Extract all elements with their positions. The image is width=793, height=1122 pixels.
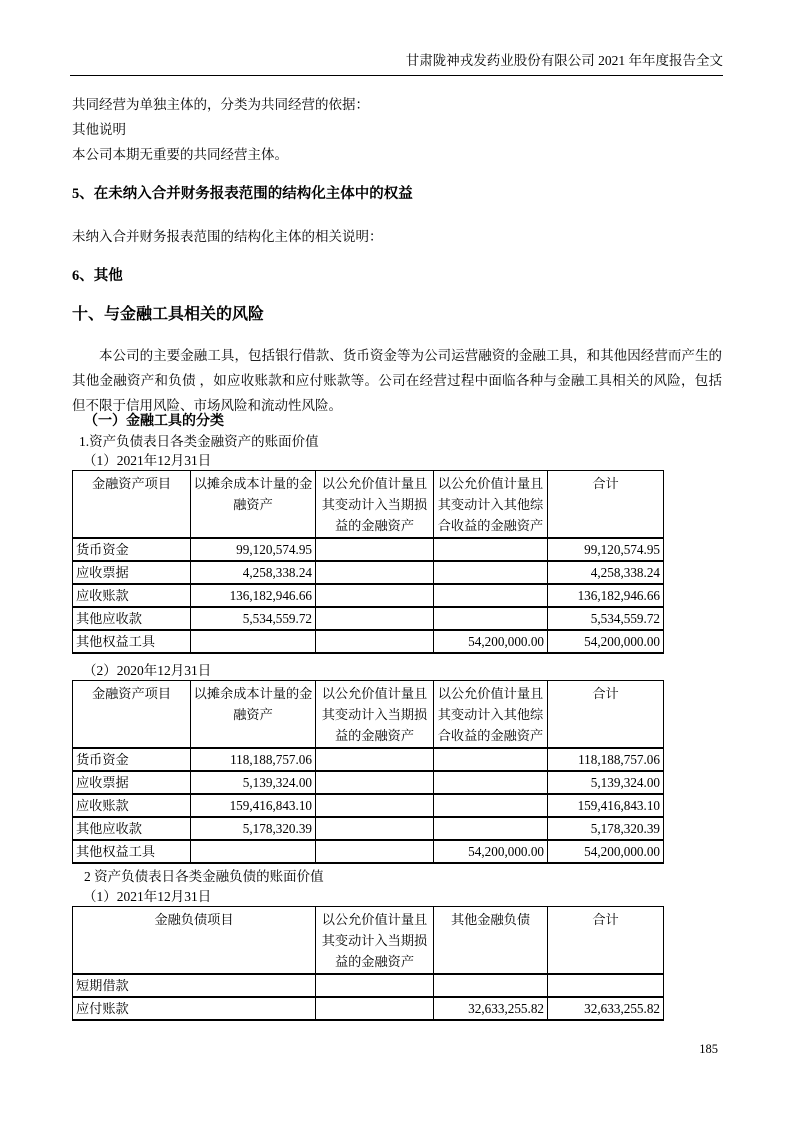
row-label: 其他应收款 (73, 607, 191, 630)
fvoci-value (434, 794, 548, 817)
fvtpl-value (316, 974, 434, 997)
row-label: 应收票据 (73, 771, 191, 794)
other-liability-value (434, 974, 548, 997)
section-5-note: 未纳入合并财务报表范围的结构化主体的相关说明： (72, 229, 383, 244)
table-row (73, 794, 664, 817)
total-value: 4,258,338.24 (548, 561, 664, 584)
amortized-cost-value: 99,120,574.95 (191, 538, 316, 561)
page-number: 185 (699, 1042, 718, 1056)
fvtpl-value (316, 748, 434, 771)
total-value: 32,633,255.82 (548, 997, 664, 1020)
header-cell: 以摊余成本计量的金融资产 (191, 471, 316, 539)
fvoci-value: 54,200,000.00 (434, 630, 548, 653)
total-value: 54,200,000.00 (548, 840, 664, 863)
total-value: 99,120,574.95 (548, 538, 664, 561)
table-row (73, 561, 664, 584)
section-6-heading: 6、其他 (72, 268, 123, 284)
row-label: 应付账款 (73, 997, 316, 1020)
amortized-cost-value (191, 630, 316, 653)
amortized-cost-value: 5,139,324.00 (191, 771, 316, 794)
header-cell: 金融负债项目 (73, 907, 316, 975)
liabilities-2021-date-label: （1）2021年12月31日 (83, 889, 212, 904)
total-value: 5,178,320.39 (548, 817, 664, 840)
header-cell: 以摊余成本计量的金融资产 (191, 681, 316, 749)
total-value: 136,182,946.66 (548, 584, 664, 607)
fvtpl-value (316, 607, 434, 630)
liabilities-2021-table (72, 906, 664, 1021)
fvtpl-value (316, 538, 434, 561)
table-header-row (73, 681, 664, 749)
row-label: 应收账款 (73, 584, 191, 607)
other-note-label: 其他说明 (72, 122, 126, 137)
header-cell: 以公允价值计量且其变动计入当期损益的金融资产 (316, 681, 434, 749)
table-row (73, 630, 664, 653)
fvoci-value (434, 817, 548, 840)
table-row (73, 817, 664, 840)
section-5-heading: 5、在未纳入合并财务报表范围的结构化主体中的权益 (72, 186, 413, 202)
financial-instruments-paragraph: 本公司的主要金融工具，包括银行借款、货币资金等为公司运营融资的金融工具，和其他因经营而产生的其他金融资产和负债 ，如应收账款和应付账款等。公司在经营过程中面临各种与金融工具相关的风险，包括但不限于信用风险、市场风险和流动性风险。 (72, 348, 722, 413)
table-row (73, 538, 664, 561)
row-label: 应收账款 (73, 794, 191, 817)
fvoci-value (434, 584, 548, 607)
row-label: 货币资金 (73, 538, 191, 561)
assets-2020-date-label: （2）2020年12月31日 (83, 663, 212, 678)
assets-2021-table (72, 470, 664, 654)
amortized-cost-value: 5,534,559.72 (191, 607, 316, 630)
assets-item-title: 1.资产负债表日各类金融资产的账面价值 (79, 434, 319, 449)
row-label: 应收票据 (73, 561, 191, 584)
amortized-cost-value: 159,416,843.10 (191, 794, 316, 817)
assets-2021-date-label: （1）2021年12月31日 (83, 453, 212, 468)
liabilities-item-title: 2 资产负债表日各类金融负债的账面价值 (84, 869, 324, 884)
table-header-row (73, 907, 664, 975)
assets-2020-table (72, 680, 664, 864)
fvoci-value (434, 538, 548, 561)
fvoci-value: 54,200,000.00 (434, 840, 548, 863)
amortized-cost-value: 136,182,946.66 (191, 584, 316, 607)
header-cell: 合计 (548, 907, 664, 975)
total-value: 118,188,757.06 (548, 748, 664, 771)
fvoci-value (434, 607, 548, 630)
amortized-cost-value (191, 840, 316, 863)
total-value (548, 974, 664, 997)
row-label: 短期借款 (73, 974, 316, 997)
amortized-cost-value: 118,188,757.06 (191, 748, 316, 771)
row-label: 其他权益工具 (73, 840, 191, 863)
table-row (73, 584, 664, 607)
fvtpl-value (316, 771, 434, 794)
report-title: 甘肃陇神戎发药业股份有限公司 2021 年年度报告全文 (405, 53, 723, 68)
table-row (73, 607, 664, 630)
amortized-cost-value: 4,258,338.24 (191, 561, 316, 584)
row-label: 其他应收款 (73, 817, 191, 840)
row-label: 其他权益工具 (73, 630, 191, 653)
document-header (70, 52, 723, 76)
amortized-cost-value: 5,178,320.39 (191, 817, 316, 840)
fvtpl-value (316, 997, 434, 1020)
table-row (73, 997, 664, 1020)
fvoci-value (434, 748, 548, 771)
other-liability-value: 32,633,255.82 (434, 997, 548, 1020)
joint-operation-basis-line: 共同经营为单独主体的，分类为共同经营的依据： (72, 97, 369, 112)
header-cell: 金融资产项目 (73, 471, 191, 539)
fvtpl-value (316, 561, 434, 584)
table-row (73, 840, 664, 863)
header-cell: 以公允价值计量且其变动计入其他综合收益的金融资产 (434, 681, 548, 749)
fvoci-value (434, 561, 548, 584)
total-value: 5,534,559.72 (548, 607, 664, 630)
classification-subheading: （一）金融工具的分类 (84, 414, 224, 429)
section-10-heading: 十、与金融工具相关的风险 (72, 306, 265, 323)
header-cell: 其他金融负债 (434, 907, 548, 975)
row-label: 货币资金 (73, 748, 191, 771)
fvtpl-value (316, 584, 434, 607)
fvtpl-value (316, 630, 434, 653)
other-note-text: 本公司本期无重要的共同经营主体。 (72, 147, 288, 162)
table-header-row (73, 471, 664, 539)
header-cell: 以公允价值计量且其变动计入其他综合收益的金融资产 (434, 471, 548, 539)
total-value: 54,200,000.00 (548, 630, 664, 653)
header-cell: 合计 (548, 471, 664, 539)
table-row (73, 974, 664, 997)
header-cell: 金融资产项目 (73, 681, 191, 749)
fvoci-value (434, 771, 548, 794)
fvtpl-value (316, 817, 434, 840)
table-row (73, 771, 664, 794)
table-row (73, 748, 664, 771)
header-cell: 以公允价值计量且其变动计入当期损益的金融资产 (316, 907, 434, 975)
header-cell: 合计 (548, 681, 664, 749)
header-cell: 以公允价值计量且其变动计入当期损益的金融资产 (316, 471, 434, 539)
total-value: 5,139,324.00 (548, 771, 664, 794)
total-value: 159,416,843.10 (548, 794, 664, 817)
fvtpl-value (316, 840, 434, 863)
fvtpl-value (316, 794, 434, 817)
